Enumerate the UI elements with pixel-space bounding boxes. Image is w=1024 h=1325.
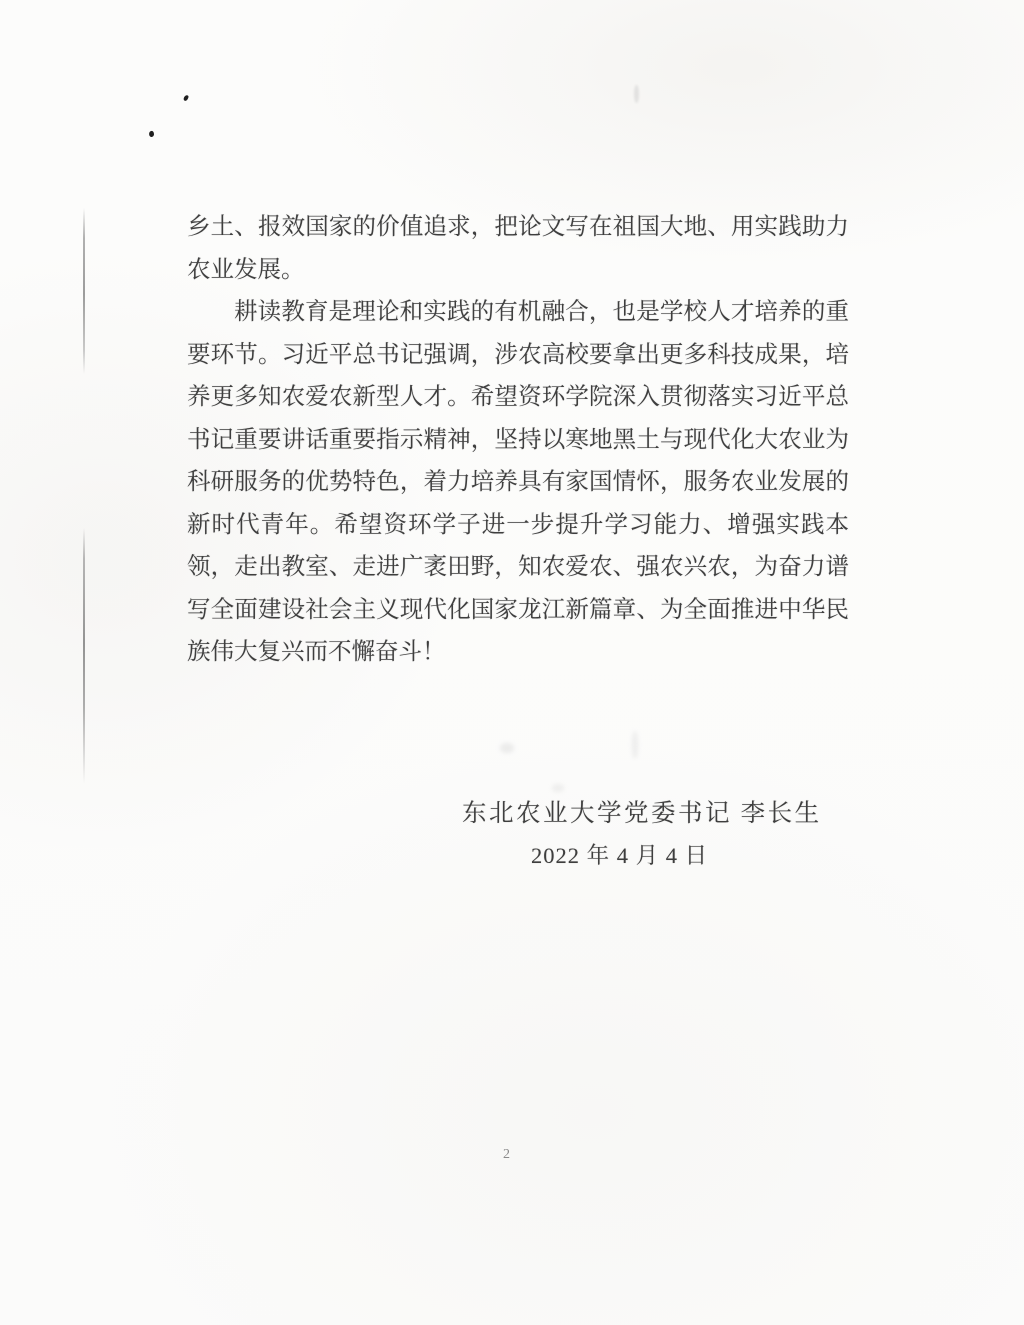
date-line: 2022 年 4 月 4 日	[531, 843, 709, 868]
ink-speck	[183, 94, 189, 101]
scan-crease-line	[83, 208, 85, 374]
paragraph: 耕读教育是理论和实践的有机融合，也是学校人才培养的重要环节。习近平总书记强调，涉农高校要拿出更多科技成果，培养更多知农爱农新型人才。希望资环学院深入贯彻落实习近平总书记重要讲话重要指示精神，坚持以寒地黑土与现代化大农业为科研服务的优势特色，着力培养具有家国情怀，服务农业发展的新时代青年。希望资环学子进一步提升学习能力、增强实践本领，走出教室、走进广袤田野，知农爱农、强农兴农，为奋力谱写全面建设社会主义现代化国家龙江新篇章、为全面推进中华民族伟大复兴而不懈奋斗！	[187, 299, 849, 665]
paragraph-continuation: 乡土、报效国家的价值追求，把论文写在祖国大地、用实践助力农业发展。	[187, 214, 849, 283]
scan-smudge	[632, 731, 638, 759]
scan-smudge	[552, 784, 564, 792]
ink-speck	[148, 130, 154, 137]
signature-line: 东北农业大学党委书记 李长生	[462, 800, 822, 827]
page-number: 2	[503, 1147, 510, 1162]
scan-smudge	[634, 85, 639, 103]
scan-smudge	[500, 743, 514, 753]
document-body	[187, 206, 849, 674]
scan-crease-line	[83, 528, 85, 784]
